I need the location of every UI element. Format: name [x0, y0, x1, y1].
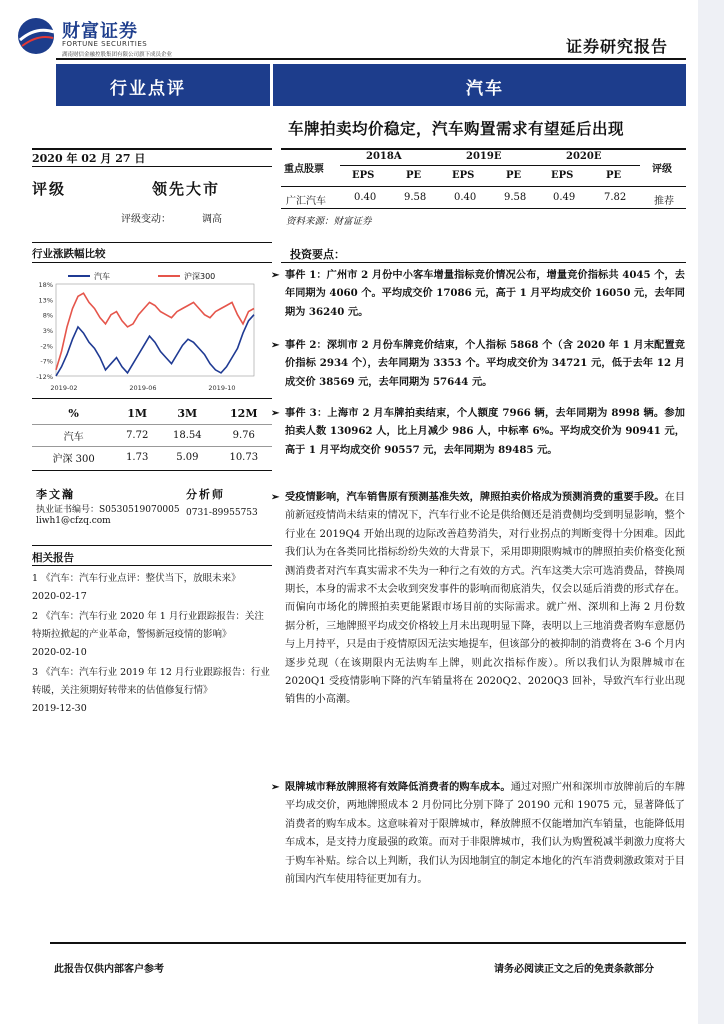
- rating-change-label: 评级变动：: [121, 214, 171, 225]
- sub-header: PE: [606, 170, 622, 181]
- brand-name-en: FORTUNE SECURITIES: [62, 40, 148, 48]
- perf-table-bottom-rule: [32, 470, 272, 471]
- right-margin-strip: [698, 0, 724, 1024]
- year-header: 2020E: [566, 151, 602, 162]
- x-tick-label: 2019-10: [208, 384, 236, 392]
- bullet-text: 事件 2：深圳市 2 月份车牌竞价结束，个人指标 5868 个（含 2020 年 1 月末配置竞价指标 2934 个），去年同期为 3353 个。平均成交价为 34721 元，低于去年 12 月成交价 38569 元，去年同期为 57644 元。: [285, 339, 685, 388]
- related-item-text: 1 《汽车：汽车行业点评：整伏当下，放眼未来》: [32, 573, 241, 584]
- performance-chart: [28, 268, 260, 394]
- perf-header-cell: %: [68, 407, 79, 421]
- report-date: 2020 年 02 月 27 日: [32, 152, 146, 165]
- stock-cell: 7.82: [604, 192, 627, 203]
- series-line: [56, 315, 254, 376]
- y-tick-label: -12%: [36, 373, 53, 381]
- footer-rule: [50, 942, 686, 944]
- y-tick-label: 3%: [42, 327, 53, 335]
- legend-label: 沪深300: [184, 272, 216, 281]
- points-title: 投资要点：: [290, 248, 345, 261]
- perf-cell: 10.73: [229, 451, 259, 463]
- brand-logo: [16, 16, 56, 56]
- footer-left: 此报告仅供内部客户参考: [54, 964, 164, 975]
- related-item[interactable]: [32, 608, 272, 662]
- perf-table: [32, 404, 272, 468]
- bullet-arrow-icon: ➢: [271, 269, 280, 281]
- bullet-text: 在目前新冠疫情尚未结束的情况下，汽车行业不论是供给侧还是消费侧均受到明显影响，整个行业在 2019Q4 开始出现的边际改善趋势消失，对行业拐点的判断变得十分困难。因此我们认为在各类同比指标纷纷失效的大背景下，采用即期限购城市的牌照拍卖价格变化预测消费者对汽车真实需求不失为一种行之有效的方式。汽车这类大宗可选消费品，替换周期长，本身的需求不太会收到突发事件的影响而彻底消失，仅会以延后消费的形式存在。而偏向市场化的牌照拍卖更能紧跟市场目前的实际需求。就广州、深圳和上海 2 月份数据分析，三地牌照平均成交价格较上月未出现明显下降，表明以上三地消费者购车意愿仍与上月持平，只是由于疫情原因无法实地提车，但该部分的被抑制的消费将在 3-6 个月内逐步兑现（在该期限内无法购车上牌，则此次指标作废）。所以我们认为限牌城市在 2020Q1 受疫情影响下降的汽车销量将在 2020Q2、2020Q3 回补，导致汽车行业出现销售的小高潮。: [285, 492, 686, 706]
- rating-change-value: 调高: [202, 214, 222, 225]
- related-item-date: 2019-12-30: [32, 703, 87, 714]
- related-item-date: 2020-02-10: [32, 647, 87, 658]
- stock-cell: 9.58: [504, 192, 527, 203]
- x-tick-label: 2019-02: [50, 384, 78, 392]
- analyst-phone: 0731-89955753: [186, 508, 258, 518]
- chart-title-rule: [32, 262, 272, 263]
- bullet-paragraph: [271, 266, 685, 321]
- stock-cell: 0.40: [354, 192, 377, 203]
- stock-cell: 0.49: [553, 192, 576, 203]
- bullet-text: 事件 3：上海市 2 月车牌拍卖结束，个人额度 7966 辆，去年同期为 8998 辆。参加拍卖人数 130962 人，比上月减少 986 人，中标率 6%。平均成交价为 90941 元，高于 1 月平均成交价 90557 元，去年同期为 89485 元。: [285, 407, 685, 456]
- logo-globe-icon: [16, 16, 56, 56]
- perf-cell: 汽车: [63, 431, 84, 443]
- bullet-lead: 限牌城市释放牌照将有效降低消费者的购车成本。: [285, 781, 511, 793]
- related-top-rule: [32, 545, 272, 546]
- x-tick-label: 2019-06: [129, 384, 157, 392]
- related-item-date: 2020-02-17: [32, 591, 87, 602]
- rating-col-header: 评级: [652, 164, 672, 175]
- title-bar-left: 行业点评: [110, 79, 186, 99]
- y-tick-label: -7%: [40, 357, 53, 366]
- y-tick-label: 8%: [42, 311, 53, 320]
- sub-header: PE: [406, 170, 422, 181]
- title-bar: [56, 64, 686, 106]
- year-rule: [340, 165, 640, 166]
- analyst-cert: 执业证书编号：S0530519070005: [36, 505, 180, 515]
- perf-header-cell: 12M: [230, 407, 258, 421]
- related-item[interactable]: [32, 664, 272, 718]
- y-tick-label: 18%: [38, 281, 53, 289]
- perf-cell: 18.54: [173, 429, 202, 441]
- perf-cell: 5.09: [176, 451, 199, 463]
- stock-col-header: 重点股票: [284, 164, 324, 175]
- bullet-paragraph: [271, 488, 686, 710]
- related-item[interactable]: [32, 570, 272, 606]
- date-rule: [32, 166, 272, 167]
- bullet-arrow-icon: ➢: [271, 339, 280, 351]
- bullet-lead: 受疫情影响，汽车销售原有预测基准失效，牌照拍卖价格成为预测消费的重要手段。: [285, 491, 665, 503]
- perf-cell: 7.72: [126, 429, 149, 441]
- rating-value: 领先大市: [152, 180, 221, 198]
- bullet-arrow-icon: ➢: [271, 781, 280, 793]
- y-tick-label: -2%: [40, 342, 53, 351]
- sub-header: EPS: [551, 170, 574, 181]
- brand-subtitle: 湖南财信金融控股集团有限公司旗下成员企业: [62, 52, 173, 58]
- rating-label: 评级: [32, 180, 67, 198]
- analyst-name: 李文瀚: [36, 488, 75, 501]
- analyst-role: 分析师: [186, 488, 225, 501]
- related-title: 相关报告: [32, 552, 74, 564]
- bullet-paragraph: [271, 404, 685, 459]
- series-line: [56, 293, 254, 370]
- table-source: 资料来源：财富证券: [286, 216, 372, 227]
- perf-table-row: [32, 446, 272, 468]
- points-rule: [281, 262, 686, 263]
- perf-table-row: [32, 424, 272, 446]
- sub-header: EPS: [352, 170, 375, 181]
- bullet-paragraph: [271, 336, 685, 391]
- sub-header: EPS: [452, 170, 475, 181]
- perf-table-top-rule: [32, 398, 272, 399]
- stock-header-rule: [281, 186, 686, 187]
- perf-table-header: [32, 404, 272, 424]
- bullet-text: 事件 1：广州市 2 月份中小客车增量指标竞价情况公布，增量竞价指标共 4045 个，去年同期为 4060 个。平均成交价 17086 元，高于 1 月平均成交价 16050 元，去年同期为 36240 元。: [285, 269, 685, 318]
- legend-label: 汽车: [94, 272, 110, 281]
- y-tick-label: 13%: [38, 296, 53, 305]
- perf-cell: 沪深 300: [52, 453, 95, 465]
- related-item-text: 2 《汽车：汽车行业 2020 年 1 月行业跟踪报告：关注特斯拉掀起的产业革命，警惕新冠疫情的影响》: [32, 611, 264, 640]
- analyst-email[interactable]: liwh1@cfzq.com: [36, 516, 111, 526]
- bullet-arrow-icon: ➢: [271, 491, 280, 503]
- bullet-paragraph: [271, 778, 686, 889]
- chart-section-rule: [32, 242, 272, 243]
- stock-rating: 推荐: [654, 196, 674, 207]
- related-title-rule: [32, 565, 272, 566]
- bullet-text: 通过对照广州和深圳市放牌前后的车牌平均成交价，两地牌照成本 2 月份同比分别下降了 20190 元和 19075 元，显著降低了消费者的购车成本。这意味着对于限牌城市，释放牌照不仅能增加汽车销量，也能降低用车成本，是支持力度最强的政策。而对于非限牌城市，我们认为购置税减半刺激力度将大于购车补贴。综合以上判断，我们认为因地制宜的制定本地化的汽车消费刺激政策对于目前国内汽车使用特征更加有力。: [285, 782, 686, 886]
- stock-table-top-rule: [281, 148, 686, 150]
- headline: 车牌拍卖均价稳定，汽车购置需求有望延后出现: [288, 119, 625, 138]
- perf-cell: 9.76: [232, 429, 255, 441]
- title-bar-right: 汽车: [466, 79, 504, 99]
- year-header: 2019E: [466, 151, 502, 162]
- stock-cell: 9.58: [404, 192, 427, 203]
- perf-cell: 1.73: [126, 451, 149, 463]
- brand-name-cn: 财富证券: [62, 21, 138, 42]
- bullet-arrow-icon: ➢: [271, 407, 280, 419]
- footer-right: 请务必阅读正文之后的免责条款部分: [494, 964, 654, 975]
- report-type: 证券研究报告: [566, 37, 669, 56]
- stock-name: 广汇汽车: [286, 196, 326, 207]
- stock-cell: 0.40: [454, 192, 477, 203]
- title-bar-separator: [270, 64, 273, 106]
- year-header: 2018A: [366, 151, 402, 162]
- perf-header-cell: 1M: [127, 407, 148, 421]
- chart-section-title: 行业涨跌幅比较: [32, 248, 106, 260]
- sub-header: PE: [506, 170, 522, 181]
- related-item-text: 3 《汽车：汽车行业 2019 年 12 月行业跟踪报告：行业转暖，关注须期好转带来的估值修复行情》: [32, 667, 270, 696]
- perf-header-cell: 3M: [177, 407, 198, 421]
- header-rule: [56, 58, 686, 60]
- stock-table-bottom-rule: [281, 208, 686, 209]
